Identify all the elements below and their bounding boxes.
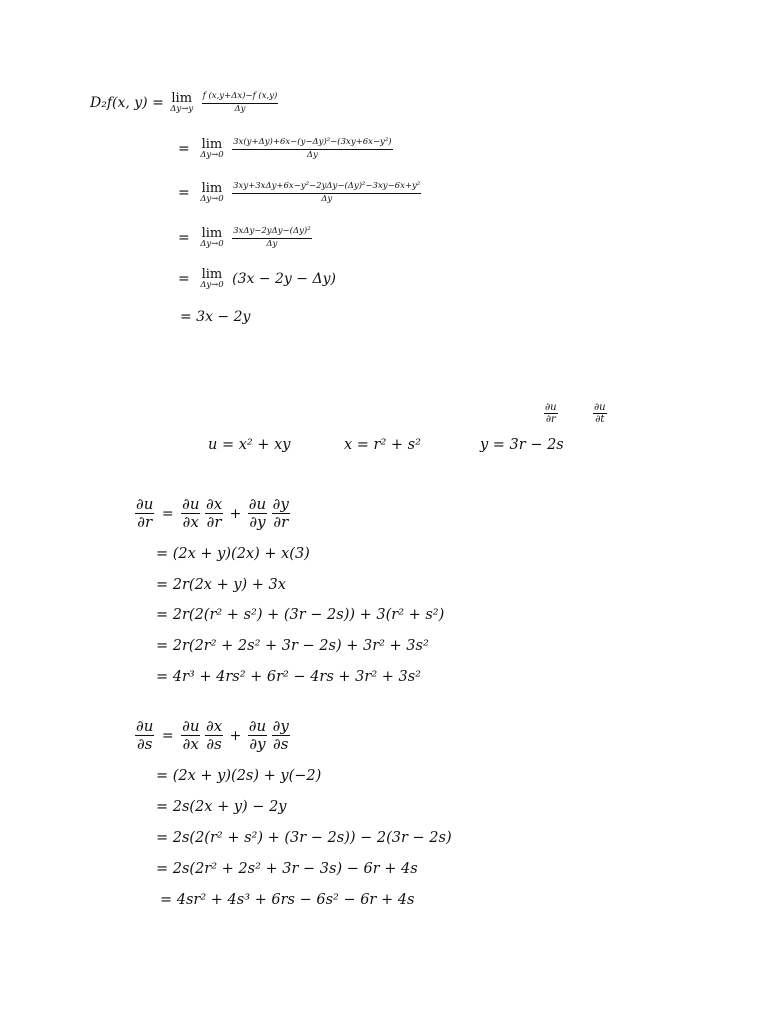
limit-line-2: = lim Δy→0 $\frac{\text{3x(y+Δy)+6x−(y−Δy)²−(3xy+6x−y²)}}{\Delta y}$ (178, 137, 392, 160)
step-3-fraction: $\frac{\text{3xy+3xΔy+6x−y²−2yΔy−(Δy)²−3xy−6x+y²}}{\Delta y}$ (233, 181, 421, 204)
r-step-3: = 2r(2(r² + s²) + (3r − 2s)) + 3(r² + s²) (156, 607, 445, 623)
definition-x: x = r² + s² (344, 437, 421, 453)
s-step-5: = 4sr² + 4s³ + 6rs − 6s² − 6r + 4s (160, 892, 415, 908)
partial-u-r-label: $\frac{\partial u}{\partial r}$ (545, 402, 557, 425)
step-4-fraction: $\frac{\text{3xΔy−2yΔy−(Δy)²}}{\Delta y}$ (233, 226, 311, 249)
limit-line-4: = lim Δy→0 $\frac{\text{3xΔy−2yΔy−(Δy)²}}{\Delta y}$ (178, 226, 311, 249)
definition-u: u = x² + xy (208, 437, 291, 453)
s-step-2: = 2s(2x + y) − 2y (156, 799, 287, 815)
definition-y: y = 3r − 2s (480, 437, 564, 453)
difference-quotient: $\frac{f (x,y+\Delta x)-f (x,y)}{\Delta y}$ (202, 91, 278, 114)
step-5-expression: (3x − 2y − Δy) (232, 271, 336, 288)
limit-line-3: = lim Δy→0 $\frac{\text{3xy+3xΔy+6x−y²−2yΔy−(Δy)²−3xy−6x+y²}}{\Delta y}$ (178, 181, 421, 204)
chain-rule-s: $\frac{\partial u}{\partial s}$ = $\frac{\partial u}{\partial x}$ $\frac{\partial x}{\partial s}$ + $\frac{\partial u}{\partial y}$ $\frac{\partial y}{\partial s}$ (136, 717, 289, 754)
limit-line-5: = lim Δy→0 (3x − 2y − Δy) (178, 267, 336, 290)
chain-rule-r: $\frac{\partial u}{\partial r}$ = $\frac{\partial u}{\partial x}$ $\frac{\partial x}{\partial r}$ + $\frac{\partial u}{\partial y}$ $\frac{\partial y}{\partial r}$ (136, 495, 289, 532)
partial-u-t-label: $\frac{\partial u}{\partial t}$ (594, 402, 606, 425)
r-step-4: = 2r(2r² + 2s² + 3r − 2s) + 3r² + 3s² (156, 638, 429, 654)
r-step-1: = (2x + y)(2x) + x(3) (156, 546, 310, 562)
derivative-lhs: D₂f(x, y) = (90, 95, 164, 112)
r-step-5: = 4r³ + 4rs² + 6r² − 4rs + 3r² + 3s² (156, 669, 421, 685)
limit-result: = 3x − 2y (180, 309, 251, 325)
step-2-fraction: $\frac{\text{3x(y+Δy)+6x−(y−Δy)²−(3xy+6x−y²)}}{\Delta y}$ (233, 137, 392, 160)
limit-line-1 (90, 92, 278, 114)
r-step-2: = 2r(2x + y) + 3x (156, 577, 286, 593)
limit-operator: lim Δy→y (170, 91, 194, 114)
s-step-3: = 2s(2(r² + s²) + (3r − 2s)) − 2(3r − 2s) (156, 830, 452, 846)
s-step-4: = 2s(2r² + 2s² + 3r − 3s) − 6r + 4s (156, 861, 418, 877)
s-step-1: = (2x + y)(2s) + y(−2) (156, 768, 322, 784)
